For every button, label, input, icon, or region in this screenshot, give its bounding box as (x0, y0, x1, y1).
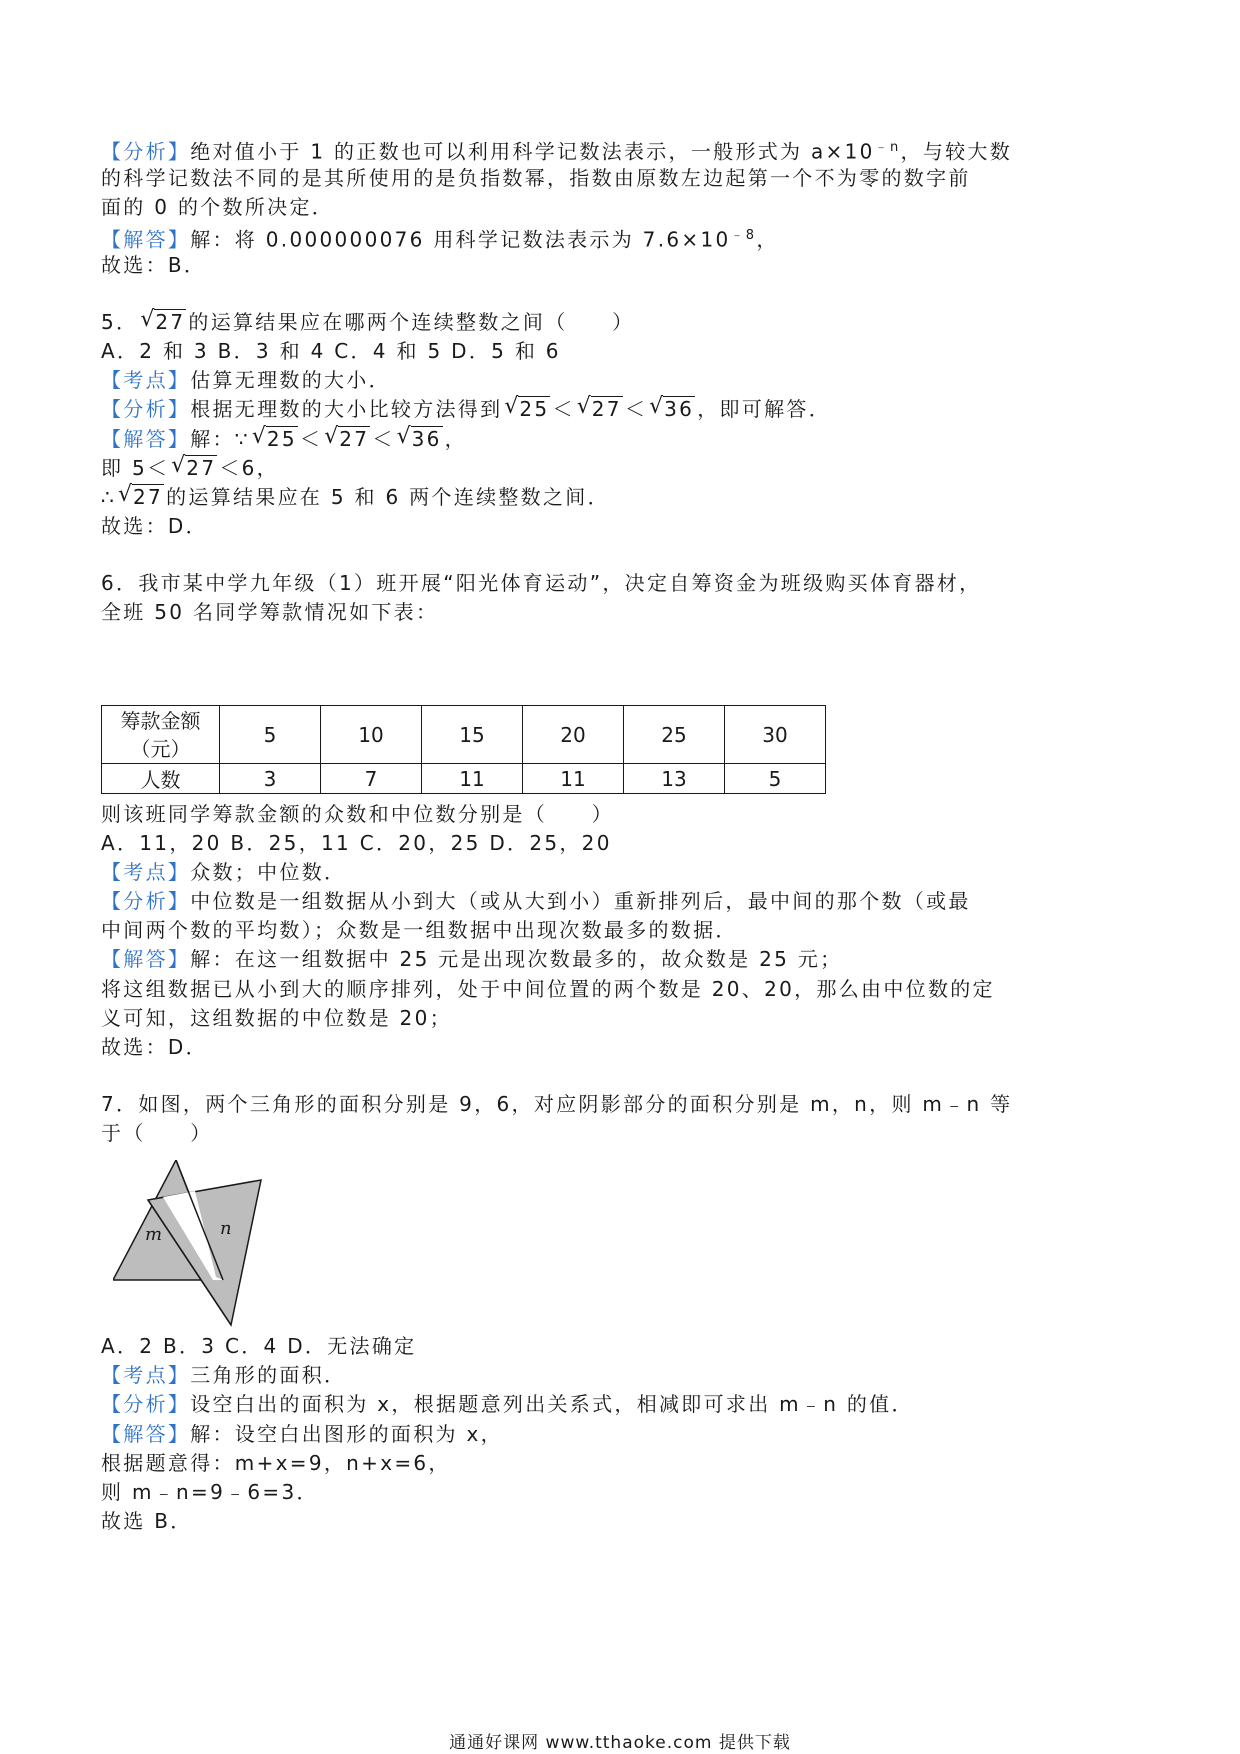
table-cell: 10 (321, 706, 422, 764)
q7-solution-line-1: 【解答】解：设空白出图形的面积为 x， (101, 1422, 503, 1446)
sqrt-25: √ 25 (251, 424, 297, 451)
q7-analysis-line: 【分析】设空白出的面积为 x，根据题意列出关系式，相减即可求出 m﹣n 的值． (101, 1392, 914, 1416)
q6-question: 则该班同学筹款金额的众数和中位数分别是（ ） (101, 802, 614, 826)
q5-analysis-line: 【分析】根据无理数的大小比较方法得到 √ 25 ＜ √ 27 ＜ √ 36 ，即可解答． (101, 394, 831, 424)
sqrt-27: √ 27 (140, 307, 186, 334)
q7-question-line-1: 7．如图，两个三角形的面积分别是 9，6，对应阴影部分的面积分别是 m，n，则 m﹣n 等 (101, 1092, 1013, 1116)
solution-tag: 【解答】 (101, 1422, 191, 1446)
table-row (102, 764, 826, 794)
solution-tag: 【解答】 (101, 427, 191, 451)
triangles-figure (113, 1160, 263, 1330)
q5-solution-line-1: 【解答】解：∵ √ 25 ＜ √ 27 ＜ √ 36 ， (101, 424, 467, 454)
sqrt-25: √ 25 (504, 394, 550, 421)
sqrt-27: √ 27 (324, 424, 370, 451)
sqrt-27: √ 27 (118, 482, 164, 509)
table-cell: 15 (422, 706, 523, 764)
fundraising-table (101, 705, 826, 794)
q5-choice: 故选：D． (101, 514, 208, 538)
point-tag: 【考点】 (101, 860, 191, 884)
table-cell: 11 (523, 764, 624, 794)
point-tag: 【考点】 (101, 1363, 191, 1387)
q6-question-line-1: 6．我市某中学九年级（1）班开展“阳光体育运动”，决定自筹资金为班级购买体育器材， (101, 571, 982, 595)
point-tag: 【考点】 (101, 368, 191, 392)
sqrt-27: √ 27 (576, 394, 622, 421)
table-cell: 3 (220, 764, 321, 794)
q6-solution-line-1: 【解答】解：在这一组数据中 25 元是出现次数最多的，故众数是 25 元； (101, 947, 843, 971)
q5-point-line: 【考点】估算无理数的大小． (101, 368, 391, 392)
q7-solution-line-3: 则 m﹣n=9﹣6=3． (101, 1480, 319, 1504)
table-cell: 7 (321, 764, 422, 794)
q7-solution-line-2: 根据题意得：m+x=9，n+x=6， (101, 1451, 451, 1475)
table-cell: 5 (725, 764, 826, 794)
q7-question-line-2: 于（ ） (101, 1121, 213, 1145)
q6-solution-line-2: 将这组数据已从小到大的顺序排列，处于中间位置的两个数是 20、20，那么由中位数的定 (101, 977, 995, 1001)
q6-point-line: 【考点】众数；中位数． (101, 860, 347, 884)
analysis-tag: 【分析】 (101, 397, 191, 421)
q5-solution-line-3: ∴ √ 27 的运算结果应在 5 和 6 两个连续整数之间． (101, 482, 610, 512)
q5-options: A．2 和 3 B．3 和 4 C．4 和 5 D．5 和 6 (101, 339, 561, 363)
q5-solution-line-2: 即 5＜ √ 27 ＜6， (101, 453, 279, 483)
q4-analysis-line-3: 面的 0 的个数所决定． (101, 195, 335, 219)
q6-choice: 故选：D． (101, 1035, 208, 1059)
solution-tag: 【解答】 (101, 227, 191, 252)
q5-question: 5． √ 27 的运算结果应在哪两个连续整数之间（ ） (101, 307, 634, 337)
q6-solution-line-3: 义可知，这组数据的中位数是 20； (101, 1006, 452, 1030)
sqrt-36: √ 36 (396, 424, 442, 451)
label-n: n (220, 1218, 232, 1239)
sqrt-27: √ 27 (171, 453, 217, 480)
q4-analysis-line-1: 【分析】绝对值小于 1 的正数也可以利用科学记数法表示，一般形式为 $a\times 10^{﹣n}$，与较大数 (101, 139, 1013, 164)
footer: 通通好课网 www.tthaoke.com 提供下载 (449, 1733, 791, 1753)
sqrt-36: √ 36 (649, 394, 695, 421)
table-cell: 11 (422, 764, 523, 794)
label-m: m (145, 1224, 163, 1245)
table-cell: 30 (725, 706, 826, 764)
table-cell: 13 (624, 764, 725, 794)
q6-analysis-line-2: 中间两个数的平均数）；众数是一组数据中出现次数最多的数据． (101, 918, 738, 942)
table-header-cell: 筹款金额 （元） (102, 706, 220, 764)
analysis-tag: 【分析】 (101, 889, 191, 913)
table-cell: 5 (220, 706, 321, 764)
q6-analysis-line-1: 【分析】中位数是一组数据从小到大（或从大到小）重新排列后，最中间的那个数（或最 (101, 889, 971, 913)
q6-options: A．11，20 B．25，11 C．20，25 D．25，20 (101, 831, 612, 855)
table-header-cell: 人数 (102, 764, 220, 794)
q6-question-line-2: 全班 50 名同学筹款情况如下表： (101, 600, 439, 624)
q4-solution-line: 【解答】解：将 0.000000076 用科学记数法表示为 $7.6\times 10^{﹣8}$， (101, 227, 779, 252)
analysis-tag: 【分析】 (101, 1392, 191, 1416)
q7-point-line: 【考点】三角形的面积． (101, 1363, 347, 1387)
q4-analysis-line-2: 的科学记数法不同的是其所使用的是负指数幂，指数由原数左边起第一个不为零的数字前 (101, 166, 971, 190)
table-row (102, 706, 826, 764)
q4-choice: 故选：B． (101, 253, 207, 277)
analysis-tag: 【分析】 (101, 139, 191, 164)
table-cell: 25 (624, 706, 725, 764)
q7-options: A．2 B．3 C．4 D．无法确定 (101, 1334, 417, 1358)
q7-choice: 故选 B． (101, 1509, 193, 1533)
solution-tag: 【解答】 (101, 947, 191, 971)
table-cell: 20 (523, 706, 624, 764)
